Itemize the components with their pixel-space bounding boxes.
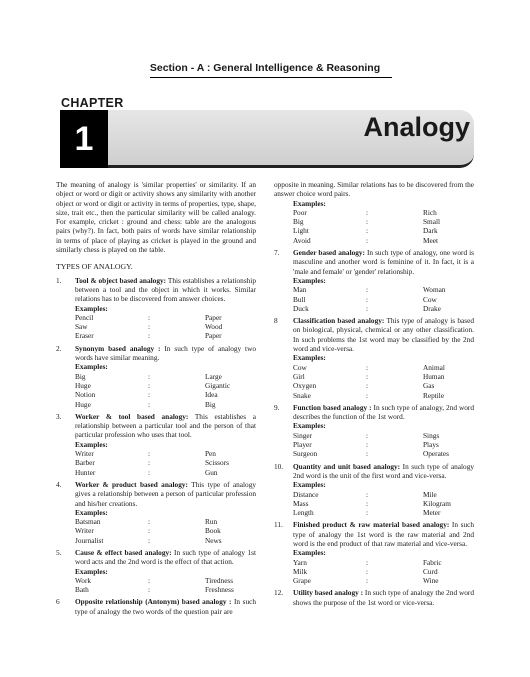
example-match: Animal [423, 362, 445, 372]
example-pair [75, 526, 256, 535]
example-match: Freshness [205, 585, 234, 595]
example-match: Curd [423, 566, 438, 576]
chapter-label: CHAPTER [61, 96, 124, 110]
item-body [75, 597, 256, 616]
item-title: Gender based analogy: [293, 248, 365, 258]
analogy-type-item [274, 588, 474, 607]
item-number: 3. [56, 411, 62, 421]
example-match: Gun [205, 467, 218, 477]
item-number: 8 [274, 316, 278, 326]
pair-separator: : [366, 207, 369, 217]
example-pair [75, 400, 256, 409]
left-item-list [56, 276, 256, 616]
pair-separator: : [366, 489, 369, 499]
example-pair [293, 490, 474, 499]
example-pair [75, 449, 256, 458]
analogy-type-item [274, 248, 474, 276]
analogy-type-item [274, 462, 474, 481]
example-match: Reptile [423, 390, 445, 400]
example-match: Sings [423, 430, 440, 440]
item-title: Classification based analogy: [293, 316, 385, 326]
example-pair [75, 390, 256, 399]
example-term: Surgeon [293, 449, 318, 459]
example-term: Eraser [75, 331, 94, 341]
item-body [293, 520, 474, 548]
example-term: Barber [75, 458, 95, 468]
right-column [274, 180, 474, 607]
item-description: In such type of analogy the two words of the question pair are [75, 597, 256, 616]
example-match: Kilogram [423, 498, 451, 508]
examples-label: Examples: [293, 275, 326, 285]
example-pair [293, 576, 474, 585]
pair-separator: : [366, 362, 369, 372]
item-number: 11. [274, 520, 283, 530]
left-column [56, 180, 256, 616]
examples-label: Examples: [293, 480, 326, 490]
item-description: This establishes a relationship between a tool and the object in which it works. Similar relations has to be discovered from answer choices. [75, 275, 256, 304]
example-term: Snake [293, 390, 311, 400]
pair-separator: : [366, 235, 369, 245]
example-match: Operates [423, 449, 449, 459]
item-description: In such type of analogy 2nd word is the unit of the first word and vice-versa. [293, 461, 474, 480]
example-match: Large [205, 371, 222, 381]
pair-separator: : [366, 430, 369, 440]
examples-label: Examples: [75, 566, 108, 576]
example-term: Yarn [293, 557, 307, 567]
examples-label: Examples: [75, 362, 108, 372]
analogy-type-item [274, 520, 474, 548]
example-term: Singer [293, 430, 313, 440]
example-pair [293, 381, 474, 390]
item-number: 2. [56, 343, 62, 353]
example-pair [75, 331, 256, 340]
example-pair [75, 585, 256, 594]
example-term: Journalist [75, 535, 104, 545]
example-term: Big [75, 371, 86, 381]
item-title: Utility based analogy : [293, 588, 364, 598]
example-match: Paper [205, 331, 222, 341]
example-term: Distance [293, 489, 319, 499]
example-term: Writer [75, 449, 94, 459]
pair-separator: : [148, 467, 151, 477]
example-term: Work [75, 575, 92, 585]
pair-separator: : [148, 380, 151, 390]
example-pair [293, 304, 474, 313]
example-match: Mile [423, 489, 437, 499]
analogy-type-item [56, 344, 256, 363]
pair-separator: : [148, 322, 151, 332]
item-number: 1. [56, 275, 62, 285]
item-title: Opposite relationship (Antonym) based analogy : [75, 597, 232, 607]
example-match: Wood [205, 322, 223, 332]
pair-separator: : [148, 575, 151, 585]
example-match: Wine [423, 576, 439, 586]
example-match: Meter [423, 508, 441, 518]
pair-separator: : [148, 371, 151, 381]
analogy-type-item [56, 548, 256, 567]
example-pair [293, 431, 474, 440]
example-pair [293, 391, 474, 400]
item-body [75, 412, 256, 440]
right-item-list [274, 248, 474, 607]
item-body [293, 462, 474, 481]
pair-separator: : [366, 226, 369, 236]
example-pair [293, 440, 474, 449]
example-term: Light [293, 226, 309, 236]
pair-separator: : [148, 585, 151, 595]
item-description: This type of analogy is based on biological, physical, chemical or any other classification. In such problems the 1st word may be classified by the 2nd word and vice-versa. [293, 316, 474, 354]
example-match: Woman [423, 285, 446, 295]
item-description: In such type of analogy, one word is masculine and another word is feminine of it. In fact, it is a 'male and female' or 'gender' relationship. [293, 248, 474, 276]
item-title: Synonym based analogy : [75, 343, 161, 353]
example-match: Gigantic [205, 380, 231, 390]
item-title: Function based analogy : [293, 402, 372, 412]
example-pair [75, 322, 256, 331]
pair-separator: : [148, 312, 151, 322]
example-term: Huge [75, 380, 91, 390]
example-term: Length [293, 508, 314, 518]
example-term: Duck [293, 303, 309, 313]
item-body [75, 480, 256, 508]
pair-separator: : [366, 498, 369, 508]
item-body [293, 316, 474, 353]
pair-separator: : [366, 449, 369, 459]
pair-separator: : [366, 371, 369, 381]
examples-label: Examples: [75, 303, 108, 313]
example-match: Human [423, 371, 445, 381]
pair-separator: : [366, 381, 369, 391]
example-pair [75, 381, 256, 390]
pair-separator: : [366, 576, 369, 586]
example-match: Plays [423, 440, 439, 450]
pair-separator: : [148, 458, 151, 468]
example-match: Gas [423, 381, 435, 391]
example-term: Cow [293, 362, 307, 372]
item-description: This establishes a relationship between a particular tool and the person of that particular profession who uses that tool. [75, 411, 256, 440]
example-pair [293, 508, 474, 517]
example-term: Big [293, 217, 304, 227]
item-number: 6 [56, 597, 60, 607]
pair-separator: : [366, 390, 369, 400]
section-heading: Section - A : General Intelligence & Reasoning [149, 62, 381, 74]
example-pair [293, 449, 474, 458]
continued-examples [274, 199, 474, 245]
example-pair [75, 458, 256, 467]
examples-label: Examples: [75, 439, 108, 449]
example-term: Milk [293, 566, 308, 576]
analogy-type-item [56, 480, 256, 508]
examples-label: Examples: [293, 198, 326, 208]
pair-separator: : [148, 517, 151, 527]
analogy-type-item [274, 403, 474, 422]
analogy-type-item [56, 597, 256, 616]
example-match: Dark [423, 226, 438, 236]
example-match: Tiredness [205, 575, 234, 585]
example-term: Oxygen [293, 381, 317, 391]
example-term: Bath [75, 585, 89, 595]
item-title: Quantity and unit based analogy: [293, 461, 401, 471]
example-term: Avoid [293, 235, 311, 245]
examples-label: Examples: [293, 353, 326, 363]
example-term: Pencil [75, 312, 94, 322]
example-pair [75, 313, 256, 322]
pair-separator: : [366, 303, 369, 313]
example-pair [75, 372, 256, 381]
item-number: 4. [56, 479, 62, 489]
pair-separator: : [366, 557, 369, 567]
item-title: Tool & object based analogy: [75, 275, 167, 285]
example-match: Meet [423, 235, 438, 245]
example-term: Man [293, 285, 307, 295]
example-pair [293, 236, 474, 245]
example-pair [293, 208, 474, 217]
pair-separator: : [366, 294, 369, 304]
item-description: In such type of analogy the 1st word is the raw material and 2nd word is the end product of that raw material and vice-versa. [293, 520, 475, 548]
item-description: In such type of analogy two words have similar meaning. [75, 343, 256, 363]
item-number: 12. [274, 588, 284, 598]
item-title: Worker & tool based analogy: [75, 411, 189, 421]
item-body [75, 548, 256, 567]
example-pair [75, 536, 256, 545]
example-match: Scissors [205, 458, 229, 468]
item-title: Cause & effect based analogy: [75, 547, 172, 557]
example-term: Hunter [75, 467, 96, 477]
pair-separator: : [148, 449, 151, 459]
example-match: Big [205, 399, 216, 409]
pair-separator: : [148, 535, 151, 545]
example-term: Batsman [75, 517, 101, 527]
chapter-title: Analogy [363, 112, 470, 142]
pair-separator: : [366, 217, 369, 227]
analogy-type-item [274, 316, 474, 353]
pair-separator: : [366, 566, 369, 576]
section-underline [150, 77, 392, 78]
examples-label: Examples: [293, 421, 326, 431]
example-match: Fabric [423, 557, 442, 567]
example-pair [75, 468, 256, 477]
intro-paragraph: The meaning of analogy is 'similar properties' or similarity. If an object or word or digit or activity shows any similarity with another object or word or digit or activity in terms of properties, type, shape, size, trait etc., then the particular similarity will be called analogy. For example, cricket : ground and chess: table are the analogous pairs (why?). In fact, both pairs of words have similar relationship in terms of place of playing as cricket is played in the ground and similarly chess is played on the table. [56, 180, 257, 255]
example-pair [293, 372, 474, 381]
example-term: Writer [75, 526, 94, 536]
item-description: In such type of analogy, 2nd word describes the function of the 1st word. [293, 402, 474, 422]
example-match: Book [205, 526, 221, 536]
item-number: 10. [274, 461, 284, 471]
item-body [293, 248, 474, 276]
pair-separator: : [366, 285, 369, 295]
example-term: Girl [293, 371, 305, 381]
example-pair [293, 295, 474, 304]
analogy-type-item [56, 276, 256, 304]
item-description: This type of analogy gives a relationship between a person of particular profession and his/her creations. [75, 479, 256, 508]
item-description: In such type of analogy 1st word acts and the 2nd word is the effect of that action. [75, 547, 256, 567]
example-pair [293, 226, 474, 235]
item-number: 5. [56, 547, 62, 557]
item-body [293, 403, 474, 422]
example-match: Pen [205, 449, 216, 459]
item-body [293, 588, 474, 607]
example-term: Notion [75, 390, 96, 400]
example-match: Cow [423, 294, 437, 304]
example-pair [75, 576, 256, 585]
analogy-type-item [56, 412, 256, 440]
example-term: Mass [293, 498, 309, 508]
pair-separator: : [148, 399, 151, 409]
example-match: Drake [423, 303, 441, 313]
example-pair [293, 285, 474, 294]
example-match: News [205, 535, 222, 545]
pair-separator: : [148, 526, 151, 536]
pair-separator: : [148, 390, 151, 400]
continued-paragraph: opposite in meaning. Similar relations has to be discovered from the answer choice word pairs. [274, 180, 474, 199]
example-match: Run [205, 517, 218, 527]
item-number: 7. [274, 248, 280, 258]
item-title: Finished product & raw material based analogy: [293, 520, 450, 530]
examples-label: Examples: [293, 548, 326, 558]
example-term: Huge [75, 399, 91, 409]
example-pair [293, 363, 474, 372]
item-number: 9. [274, 402, 280, 412]
example-pair [293, 499, 474, 508]
example-pair [293, 567, 474, 576]
example-term: Player [293, 440, 312, 450]
example-term: Grape [293, 576, 311, 586]
pair-separator: : [148, 331, 151, 341]
item-title: Worker & product based analogy: [75, 479, 188, 489]
item-body [75, 276, 256, 304]
example-pair [75, 517, 256, 526]
example-match: Small [423, 217, 441, 227]
example-term: Bull [293, 294, 306, 304]
pair-separator: : [366, 440, 369, 450]
pair-separator: : [366, 508, 369, 518]
example-term: Poor [293, 207, 307, 217]
item-description: In such type of analogy the 2nd word shows the purpose of the 1st word or vice-versa. [293, 588, 474, 607]
example-pair [293, 217, 474, 226]
chapter-number: 1 [60, 110, 108, 168]
types-heading: TYPES OF ANALOGY. [56, 262, 133, 272]
example-match: Idea [205, 390, 218, 400]
example-term: Saw [75, 322, 88, 332]
example-match: Paper [205, 312, 222, 322]
item-body [75, 344, 256, 363]
example-match: Rich [423, 207, 437, 217]
examples-label: Examples: [75, 507, 108, 517]
example-pair [293, 558, 474, 567]
